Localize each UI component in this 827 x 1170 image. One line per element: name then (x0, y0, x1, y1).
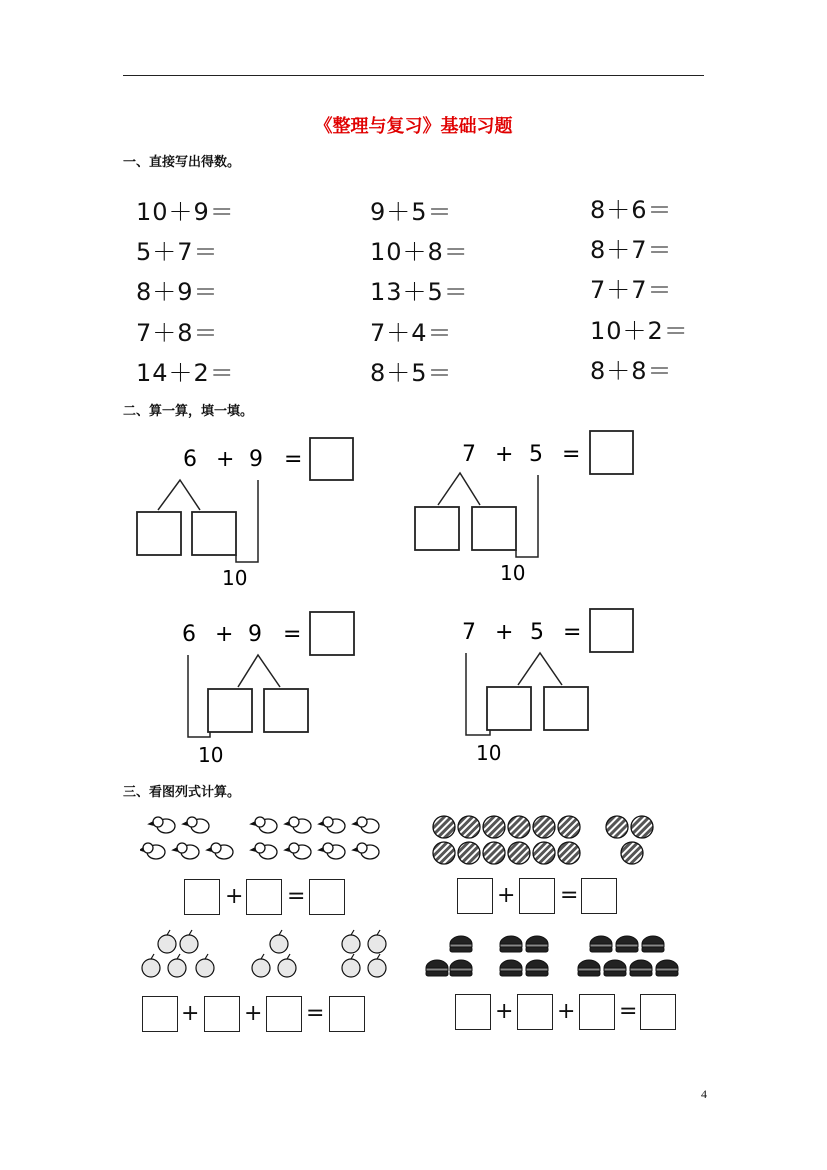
apple-icon (342, 930, 360, 953)
split-box (192, 512, 236, 555)
bird-icon (207, 843, 233, 859)
apple-icon (168, 954, 186, 977)
ball-icon (458, 816, 480, 838)
bird-icon (140, 843, 165, 859)
apple-icon (180, 930, 198, 953)
bird-icon (251, 817, 277, 833)
plus-sign: + (181, 1001, 200, 1026)
burger-icon (526, 960, 548, 976)
addend-b: 9 (248, 622, 262, 647)
burger-icon (500, 960, 522, 976)
answer-box[interactable] (329, 996, 365, 1032)
burger-icon (604, 960, 626, 976)
split-box (137, 512, 181, 555)
equals-sign: = (283, 622, 302, 647)
answer-box[interactable] (581, 878, 617, 914)
equation: 14＋2＝ (136, 359, 235, 387)
split-lines (238, 655, 280, 687)
answer-box[interactable] (579, 994, 615, 1030)
bird-icon (183, 817, 209, 833)
answer-box[interactable] (640, 994, 676, 1030)
bird-icon (353, 843, 379, 859)
burger-icon (426, 960, 448, 976)
bird-icon (285, 843, 311, 859)
plus-sign: + (244, 1001, 263, 1026)
apple-icon (196, 954, 214, 977)
burger-icon (590, 936, 612, 952)
apple-picture-group (137, 928, 397, 983)
ball-picture-group (430, 812, 660, 867)
burger-icon (656, 960, 678, 976)
split-box (472, 507, 516, 550)
equals-sign: = (563, 620, 582, 645)
split-box (544, 687, 588, 730)
split-lines (518, 653, 562, 685)
page-title: 《整理与复习》基础习题 (314, 116, 513, 137)
equals-sign: = (306, 1001, 325, 1026)
apple-icon (368, 954, 386, 977)
burger-icon (526, 936, 548, 952)
page-number: 4 (701, 1087, 707, 1101)
equation: 9＋5＝ (370, 198, 453, 226)
addend-b: 5 (529, 442, 543, 467)
split-box (415, 507, 459, 550)
burger-icon (450, 960, 472, 976)
apple-icon (278, 954, 296, 977)
equation: 8＋5＝ (370, 359, 453, 387)
equation: 10＋8＝ (370, 238, 469, 266)
equation: 8＋9＝ (136, 278, 219, 306)
make-ten-diagram (410, 425, 650, 585)
ball-icon (533, 816, 555, 838)
equation: 8＋8＝ (590, 357, 673, 385)
split-lines (158, 480, 200, 510)
bird-icon (149, 817, 175, 833)
ten-label: 10 (476, 741, 502, 765)
plus-sign: + (495, 620, 514, 645)
answer-box (590, 431, 633, 474)
answer-box[interactable] (455, 994, 491, 1030)
equals-sign: = (560, 883, 579, 908)
equation: 8＋6＝ (590, 196, 673, 224)
answer-box[interactable] (266, 996, 302, 1032)
make-ten-diagram (450, 603, 650, 768)
answer-box[interactable] (457, 878, 493, 914)
ball-icon (558, 816, 580, 838)
answer-box[interactable] (142, 996, 178, 1032)
equals-sign: = (284, 447, 303, 472)
answer-box (310, 438, 353, 480)
ten-label: 10 (500, 561, 526, 585)
ball-icon (483, 816, 505, 838)
answer-box[interactable] (184, 879, 220, 915)
bird-icon (353, 817, 379, 833)
split-lines (438, 473, 480, 505)
equation: 5＋7＝ (136, 238, 219, 266)
apple-icon (252, 954, 270, 977)
equation: 7＋4＝ (370, 319, 453, 347)
plus-sign: + (225, 884, 244, 909)
ball-icon (558, 842, 580, 864)
addend-a: 7 (462, 620, 476, 645)
burger-icon (616, 936, 638, 952)
ball-icon (433, 842, 455, 864)
apple-icon (142, 954, 160, 977)
section2-heading: 二、算一算，填一填。 (123, 404, 254, 419)
ten-bracket (516, 475, 538, 557)
ball-icon (533, 842, 555, 864)
answer-box (590, 609, 633, 652)
answer-box[interactable] (517, 994, 553, 1030)
addend-b: 5 (530, 620, 544, 645)
apple-icon (342, 954, 360, 977)
addend-b: 9 (249, 447, 263, 472)
answer-box[interactable] (519, 878, 555, 914)
plus-sign: + (215, 622, 234, 647)
plus-sign: + (495, 442, 514, 467)
answer-box[interactable] (246, 879, 282, 915)
ball-icon (631, 816, 653, 838)
split-box (208, 689, 252, 732)
apple-icon (368, 930, 386, 953)
apple-icon (270, 930, 288, 953)
ten-label: 10 (222, 566, 248, 590)
ball-icon (606, 816, 628, 838)
make-ten-diagram (170, 605, 370, 770)
ball-icon (508, 816, 530, 838)
plus-sign: + (497, 883, 516, 908)
ten-label: 10 (198, 743, 224, 767)
ball-icon (433, 816, 455, 838)
burger-icon (578, 960, 600, 976)
bird-picture-group (140, 812, 390, 867)
equation: 10＋2＝ (590, 317, 689, 345)
ball-icon (458, 842, 480, 864)
plus-sign: + (557, 999, 576, 1024)
plus-sign: + (216, 447, 235, 472)
make-ten-diagram (130, 430, 370, 590)
burger-icon (630, 960, 652, 976)
section1-heading: 一、直接写出得数。 (123, 155, 241, 170)
split-box (487, 687, 531, 730)
apple-icon (158, 930, 176, 953)
ball-icon (483, 842, 505, 864)
addend-a: 6 (183, 447, 197, 472)
header-rule (123, 75, 704, 76)
ball-icon (508, 842, 530, 864)
ten-bracket (236, 480, 258, 562)
addend-a: 6 (182, 622, 196, 647)
equation: 7＋7＝ (590, 276, 673, 304)
bird-icon (319, 843, 345, 859)
split-box (264, 689, 308, 732)
ten-bracket (188, 655, 210, 737)
burger-icon (500, 936, 522, 952)
bird-icon (173, 843, 199, 859)
answer-box (310, 612, 354, 655)
equals-sign: = (287, 884, 306, 909)
equals-sign: = (619, 999, 638, 1024)
burger-icon (642, 936, 664, 952)
equation: 13＋5＝ (370, 278, 469, 306)
bird-icon (285, 817, 311, 833)
equals-sign: = (562, 442, 581, 467)
ball-icon (621, 842, 643, 864)
equation: 10＋9＝ (136, 198, 235, 226)
plus-sign: + (495, 999, 514, 1024)
addend-a: 7 (462, 442, 476, 467)
section3-heading: 三、看图列式计算。 (123, 785, 241, 800)
bird-icon (319, 817, 345, 833)
answer-box[interactable] (204, 996, 240, 1032)
equation: 8＋7＝ (590, 236, 673, 264)
burger-picture-group (420, 928, 690, 983)
bird-icon (251, 843, 277, 859)
burger-icon (450, 936, 472, 952)
answer-box[interactable] (309, 879, 345, 915)
equation: 7＋8＝ (136, 319, 219, 347)
